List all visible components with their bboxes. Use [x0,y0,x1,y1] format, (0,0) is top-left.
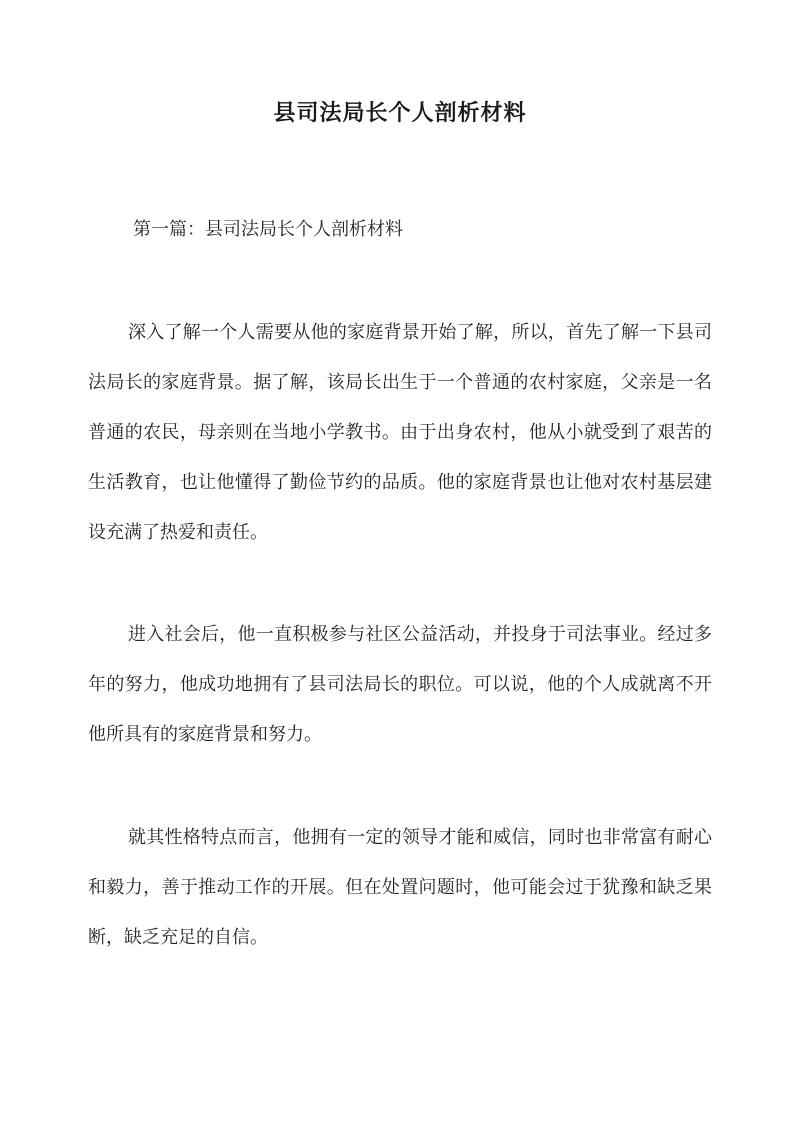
paragraph-personality: 就其性格特点而言，他拥有一定的领导才能和威信，同时也非常富有耐心和毅力，善于推动工作的开展。但在处置问题时，他可能会过于犹豫和缺乏果断，缺乏充足的自信。 [88,827,712,948]
section-heading: 第一篇：县司法局长个人剖析材料 [133,219,403,240]
document-title: 县司法局长个人剖析材料 [273,100,527,126]
paragraph-career: 进入社会后，他一直积极参与社区公益活动，并投身于司法事业。经过多年的努力，他成功地拥有了县司法局长的职位。可以说，他的个人成就离不开他所具有的家庭背景和努力。 [88,624,712,745]
paragraph-family-background: 深入了解一个人需要从他的家庭背景开始了解，所以，首先了解一下县司法局长的家庭背景。据了解，该局长出生于一个普通的农村家庭，父亲是一名普通的农民，母亲则在当地小学教书。由于出身农村，他从小就受到了艰苦的生活教育，也让他懂得了勤俭节约的品质。他的家庭背景也让他对农村基层建设充满了热爱和责任。 [88,322,712,543]
